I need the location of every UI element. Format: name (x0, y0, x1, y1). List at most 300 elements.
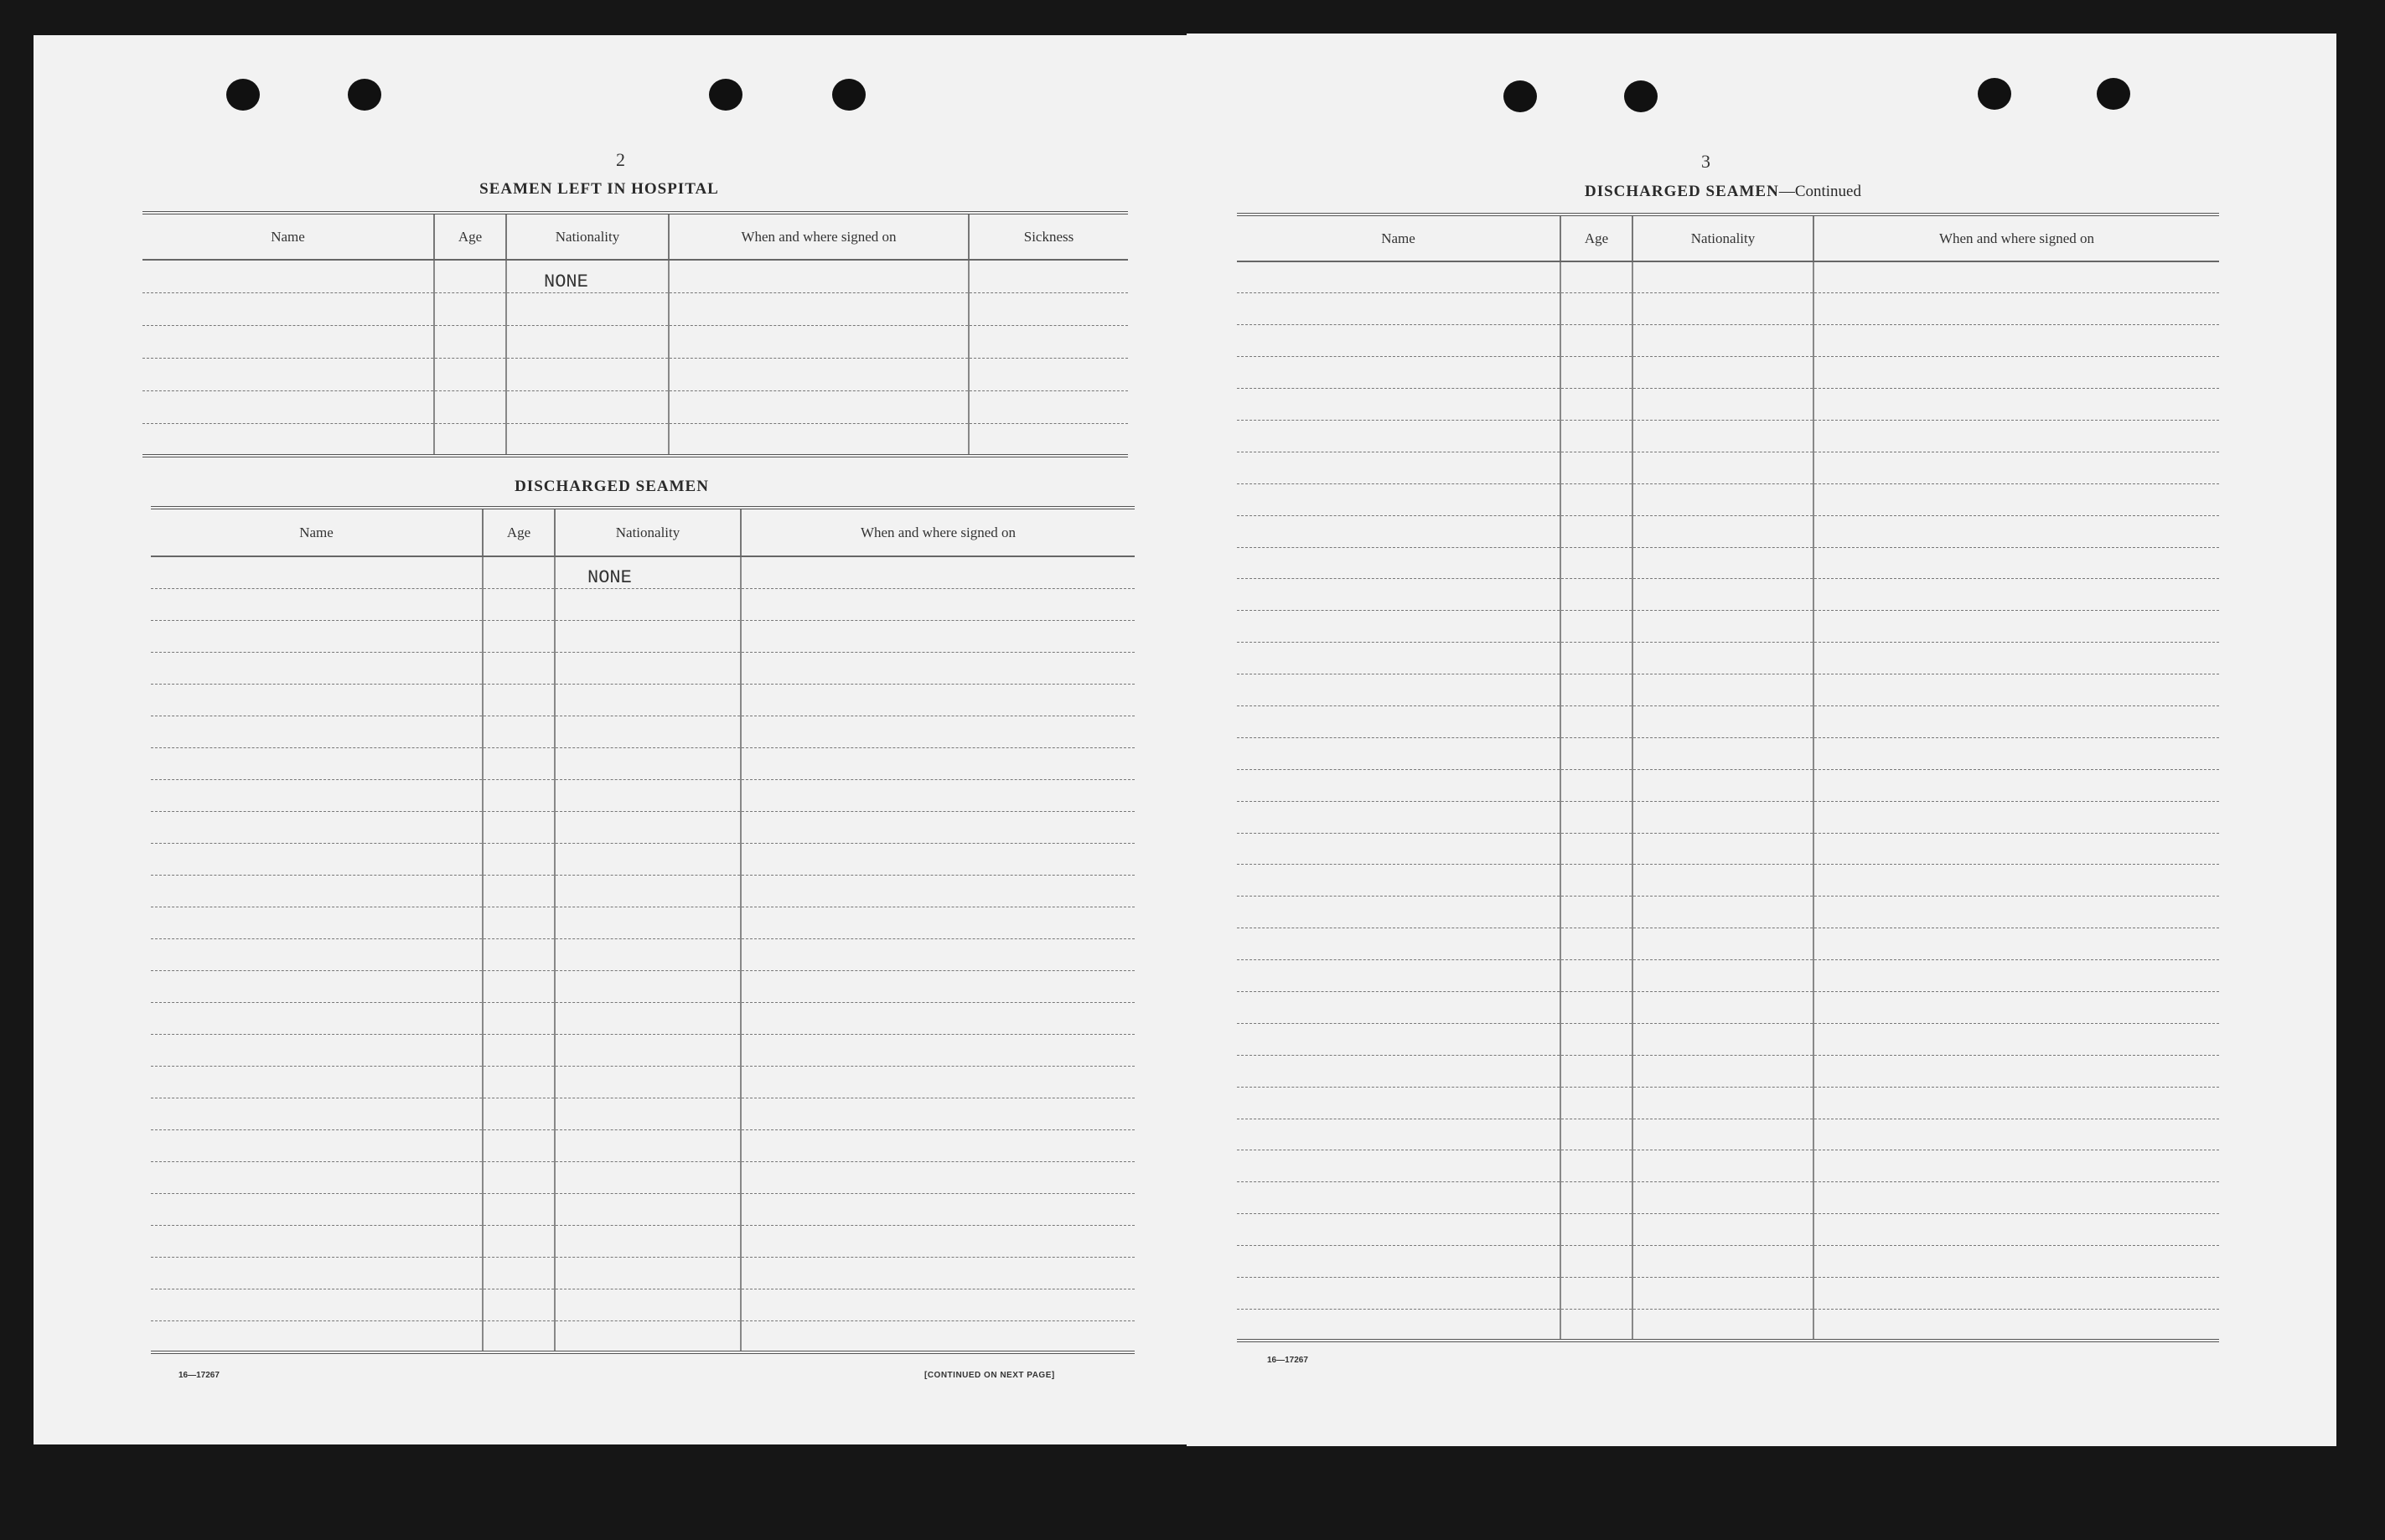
cell-age (1560, 1182, 1632, 1214)
table-row (151, 907, 1135, 938)
cell-name (1237, 769, 1560, 801)
cell-name (1237, 674, 1560, 706)
table-row (1237, 1246, 2219, 1278)
cell-name (1237, 1119, 1560, 1150)
table-row (151, 1289, 1135, 1320)
cell-age (1560, 1278, 1632, 1310)
cell-age (1560, 483, 1632, 515)
table-row (1237, 389, 2219, 421)
cell-signed-on (741, 907, 1135, 938)
cell-age (483, 652, 555, 684)
cell-name (151, 1098, 483, 1129)
cell-signed-on (1813, 547, 2219, 579)
cell-nationality (506, 423, 669, 456)
table-row (151, 779, 1135, 811)
cell-signed-on (1813, 1214, 2219, 1246)
column-header-age: Age (483, 508, 555, 556)
discharged-continued-table-header (1237, 214, 2219, 261)
cell-name (1237, 960, 1560, 992)
cell-name (1237, 389, 1560, 421)
cell-nationality (555, 938, 741, 970)
cell-age (483, 620, 555, 652)
table-row (1237, 1214, 2219, 1246)
cell-nationality (555, 620, 741, 652)
cell-signed-on (1813, 389, 2219, 421)
cell-nationality (555, 1193, 741, 1225)
cell-nationality (1632, 389, 1813, 421)
cell-nationality (555, 1098, 741, 1129)
table-row (151, 652, 1135, 684)
cell-name (1237, 1309, 1560, 1341)
cell-age (483, 907, 555, 938)
cell-age (1560, 897, 1632, 928)
cell-nationality (555, 843, 741, 875)
cell-age (1560, 579, 1632, 611)
cell-age (483, 970, 555, 1002)
cell-name (1237, 357, 1560, 389)
cell-sickness (969, 260, 1128, 292)
cell-name (1237, 547, 1560, 579)
discharged-table (151, 506, 1135, 1354)
cell-name (1237, 1182, 1560, 1214)
cell-nationality (1632, 769, 1813, 801)
table-row (1237, 801, 2219, 833)
cell-age (1560, 1214, 1632, 1246)
left-page (34, 35, 1207, 1444)
cell-name (151, 620, 483, 652)
table-row (1237, 1023, 2219, 1055)
cell-age (1560, 611, 1632, 643)
cell-nationality (1632, 261, 1813, 293)
cell-age (434, 358, 506, 390)
cell-name (142, 390, 434, 423)
cell-name (151, 588, 483, 620)
cell-signed-on (741, 843, 1135, 875)
table-row (151, 875, 1135, 907)
table-row (1237, 833, 2219, 865)
cell-signed-on (1813, 1246, 2219, 1278)
cell-nationality (1632, 515, 1813, 547)
cell-name (1237, 579, 1560, 611)
cell-signed-on (669, 260, 969, 292)
cell-signed-on (741, 652, 1135, 684)
column-header-age: Age (1560, 214, 1632, 261)
cell-age (434, 423, 506, 456)
cell-nationality (1632, 483, 1813, 515)
table-row (142, 260, 1128, 292)
cell-nationality (555, 1129, 741, 1161)
cell-name (151, 875, 483, 907)
table-row (1237, 1309, 2219, 1341)
cell-nationality (506, 292, 669, 325)
cell-nationality (555, 716, 741, 747)
discharged-section-title: DISCHARGED SEAMEN (515, 478, 709, 495)
cell-nationality (1632, 737, 1813, 769)
cell-nationality: NONE (555, 556, 741, 588)
cell-age (1560, 389, 1632, 421)
table-row (151, 1002, 1135, 1034)
table-row (151, 843, 1135, 875)
cell-nationality (506, 358, 669, 390)
cell-name (1237, 1150, 1560, 1182)
discharged-table-header (151, 508, 1135, 556)
cell-signed-on (669, 325, 969, 358)
cell-age (1560, 1246, 1632, 1278)
page-number: 2 (616, 149, 625, 170)
table-row (1237, 515, 2219, 547)
cell-nationality (1632, 547, 1813, 579)
cell-signed-on (669, 423, 969, 456)
table-row (151, 811, 1135, 843)
cell-age (483, 779, 555, 811)
cell-name (151, 652, 483, 684)
cell-age (1560, 960, 1632, 992)
cell-signed-on (741, 620, 1135, 652)
column-header-age: Age (434, 213, 506, 260)
cell-age (1560, 420, 1632, 452)
cell-signed-on (1813, 483, 2219, 515)
cell-signed-on (741, 1225, 1135, 1257)
table-row (1237, 420, 2219, 452)
table-row (151, 588, 1135, 620)
table-row (151, 1034, 1135, 1066)
cell-nationality (555, 1066, 741, 1098)
table-row (1237, 293, 2219, 325)
column-header-signed-on: When and where signed on (669, 213, 969, 260)
column-header-sickness: Sickness (969, 213, 1128, 260)
cell-name (142, 358, 434, 390)
cell-signed-on (741, 938, 1135, 970)
cell-age (483, 1161, 555, 1193)
punch-hole-icon (226, 79, 260, 111)
discharged-table-body (151, 556, 1135, 1352)
cell-nationality (1632, 643, 1813, 674)
table-row (151, 747, 1135, 779)
hospital-table-body (142, 260, 1128, 456)
cell-age (1560, 515, 1632, 547)
column-header-name: Name (1237, 214, 1560, 261)
cell-nationality (506, 390, 669, 423)
cell-signed-on (741, 588, 1135, 620)
cell-nationality (1632, 1214, 1813, 1246)
cell-signed-on (741, 556, 1135, 588)
table-row (1237, 960, 2219, 992)
cell-age (483, 938, 555, 970)
table-row (142, 423, 1128, 456)
cell-nationality (555, 1225, 741, 1257)
cell-age (1560, 833, 1632, 865)
cell-name (151, 938, 483, 970)
cell-signed-on (741, 1257, 1135, 1289)
cell-signed-on (1813, 261, 2219, 293)
cell-signed-on (1813, 579, 2219, 611)
cell-age (483, 843, 555, 875)
cell-sickness (969, 390, 1128, 423)
cell-signed-on (1813, 452, 2219, 483)
cell-signed-on (741, 875, 1135, 907)
cell-signed-on (741, 1129, 1135, 1161)
table-row (1237, 483, 2219, 515)
cell-nationality (1632, 1182, 1813, 1214)
continued-note: [CONTINUED ON NEXT PAGE] (924, 1371, 1055, 1380)
cell-signed-on (1813, 801, 2219, 833)
cell-name (151, 1161, 483, 1193)
cell-age (483, 684, 555, 716)
table-row (1237, 1278, 2219, 1310)
cell-nationality (1632, 897, 1813, 928)
cell-signed-on (1813, 1150, 2219, 1182)
cell-age (483, 1002, 555, 1034)
cell-nationality (1632, 960, 1813, 992)
cell-nationality (1632, 1150, 1813, 1182)
table-row (1237, 674, 2219, 706)
cell-signed-on (1813, 1309, 2219, 1341)
cell-name (1237, 1023, 1560, 1055)
cell-signed-on (741, 811, 1135, 843)
cell-name (1237, 737, 1560, 769)
cell-nationality (1632, 1278, 1813, 1310)
cell-signed-on (741, 1161, 1135, 1193)
cell-nationality (506, 325, 669, 358)
discharged-continued-table-body (1237, 261, 2219, 1341)
cell-name (1237, 1246, 1560, 1278)
table-row (151, 1320, 1135, 1352)
cell-nationality (555, 779, 741, 811)
cell-signed-on (741, 1193, 1135, 1225)
cell-name (151, 684, 483, 716)
cell-signed-on (1813, 515, 2219, 547)
cell-signed-on (741, 1320, 1135, 1352)
table-row (1237, 737, 2219, 769)
cell-name (1237, 452, 1560, 483)
table-row (1237, 1055, 2219, 1087)
cell-signed-on (741, 1034, 1135, 1066)
cell-nationality (555, 875, 741, 907)
cell-signed-on (1813, 865, 2219, 897)
column-header-name: Name (142, 213, 434, 260)
table-row (151, 1225, 1135, 1257)
cell-age (1560, 1119, 1632, 1150)
cell-name (1237, 1278, 1560, 1310)
cell-age (483, 811, 555, 843)
column-header-nationality: Nationality (1632, 214, 1813, 261)
column-header-nationality: Nationality (506, 213, 669, 260)
punch-hole-icon (348, 79, 381, 111)
form-number: 16—17267 (1267, 1356, 1308, 1365)
cell-nationality (1632, 705, 1813, 737)
cell-nationality (555, 684, 741, 716)
cell-age (483, 747, 555, 779)
cell-age (483, 716, 555, 747)
cell-signed-on (669, 358, 969, 390)
cell-nationality (1632, 1087, 1813, 1119)
punch-hole-icon (2097, 78, 2130, 110)
cell-nationality (1632, 674, 1813, 706)
cell-age (1560, 1150, 1632, 1182)
cell-name (1237, 261, 1560, 293)
cell-nationality (1632, 991, 1813, 1023)
cell-name (151, 556, 483, 588)
cell-signed-on (669, 390, 969, 423)
cell-name (142, 260, 434, 292)
cell-nationality (1632, 420, 1813, 452)
cell-signed-on (1813, 769, 2219, 801)
cell-age (1560, 643, 1632, 674)
cell-nationality (1632, 801, 1813, 833)
cell-name (1237, 801, 1560, 833)
punch-hole-icon (1978, 78, 2011, 110)
cell-age (483, 1257, 555, 1289)
cell-signed-on (1813, 705, 2219, 737)
cell-name (151, 1320, 483, 1352)
cell-nationality (555, 1320, 741, 1352)
table-row (1237, 928, 2219, 960)
cell-name (1237, 515, 1560, 547)
cell-sickness (969, 358, 1128, 390)
cell-age (1560, 1055, 1632, 1087)
cell-signed-on (1813, 1182, 2219, 1214)
cell-nationality (1632, 928, 1813, 960)
cell-signed-on (1813, 643, 2219, 674)
table-row (151, 1193, 1135, 1225)
table-row (1237, 357, 2219, 389)
cell-signed-on (1813, 611, 2219, 643)
cell-signed-on (741, 1289, 1135, 1320)
cell-age (434, 260, 506, 292)
cell-age (1560, 801, 1632, 833)
cell-name (151, 907, 483, 938)
cell-signed-on (1813, 737, 2219, 769)
cell-age (1560, 737, 1632, 769)
cell-age (1560, 357, 1632, 389)
cell-age (1560, 1023, 1632, 1055)
cell-name (151, 811, 483, 843)
cell-age (483, 875, 555, 907)
cell-signed-on (1813, 1023, 2219, 1055)
column-header-nationality: Nationality (555, 508, 741, 556)
cell-nationality (555, 652, 741, 684)
cell-signed-on (1813, 897, 2219, 928)
cell-nationality (555, 1161, 741, 1193)
cell-nationality (1632, 1119, 1813, 1150)
cell-age (483, 556, 555, 588)
cell-nationality (1632, 611, 1813, 643)
punch-hole-icon (832, 79, 866, 111)
cell-age (483, 1034, 555, 1066)
cell-name (1237, 420, 1560, 452)
table-row (1237, 897, 2219, 928)
cell-nationality (1632, 293, 1813, 325)
cell-nationality (1632, 865, 1813, 897)
table-row (151, 1257, 1135, 1289)
cell-age (483, 1066, 555, 1098)
cell-age (1560, 674, 1632, 706)
cell-age (1560, 261, 1632, 293)
cell-age (434, 390, 506, 423)
cell-name (1237, 1087, 1560, 1119)
cell-age (1560, 865, 1632, 897)
cell-age (1560, 1087, 1632, 1119)
cell-age (1560, 1309, 1632, 1341)
cell-name (151, 1034, 483, 1066)
cell-signed-on (1813, 833, 2219, 865)
cell-nationality (1632, 1055, 1813, 1087)
table-row (142, 325, 1128, 358)
cell-name (151, 1225, 483, 1257)
cell-signed-on (741, 1002, 1135, 1034)
cell-nationality: NONE (506, 260, 669, 292)
cell-name (151, 1289, 483, 1320)
table-row (1237, 991, 2219, 1023)
cell-age (1560, 769, 1632, 801)
cell-name (1237, 705, 1560, 737)
cell-nationality (1632, 833, 1813, 865)
cell-age (434, 325, 506, 358)
table-row (1237, 452, 2219, 483)
cell-name (151, 1066, 483, 1098)
cell-age (483, 1289, 555, 1320)
form-number: 16—17267 (178, 1371, 220, 1380)
table-row (1237, 1119, 2219, 1150)
cell-nationality (555, 1002, 741, 1034)
cell-signed-on (741, 747, 1135, 779)
cell-name (151, 779, 483, 811)
page-number: 3 (1701, 151, 1710, 172)
cell-signed-on (741, 1098, 1135, 1129)
section-title-text: DISCHARGED SEAMEN (1584, 183, 1779, 200)
table-row (1237, 611, 2219, 643)
cell-age (1560, 452, 1632, 483)
cell-nationality (555, 970, 741, 1002)
cell-signed-on (741, 779, 1135, 811)
cell-nationality (1632, 325, 1813, 357)
cell-age (483, 1193, 555, 1225)
cell-name (151, 1257, 483, 1289)
cell-name (1237, 897, 1560, 928)
column-header-signed-on: When and where signed on (741, 508, 1135, 556)
table-row (151, 556, 1135, 588)
cell-name (1237, 865, 1560, 897)
table-row (1237, 325, 2219, 357)
section-title-suffix: —Continued (1778, 183, 1861, 200)
cell-signed-on (1813, 357, 2219, 389)
table-row (142, 358, 1128, 390)
cell-nationality (555, 1034, 741, 1066)
cell-nationality (555, 588, 741, 620)
cell-name (1237, 1214, 1560, 1246)
cell-name (1237, 1055, 1560, 1087)
cell-nationality (555, 811, 741, 843)
column-header-signed-on: When and where signed on (1813, 214, 2219, 261)
table-row (151, 1161, 1135, 1193)
table-row (1237, 1182, 2219, 1214)
cell-sickness (969, 423, 1128, 456)
cell-name (142, 292, 434, 325)
punch-hole-icon (1503, 80, 1537, 112)
hospital-table (142, 211, 1128, 457)
cell-age (483, 1320, 555, 1352)
cell-name (1237, 833, 1560, 865)
cell-nationality (1632, 1246, 1813, 1278)
cell-name (1237, 991, 1560, 1023)
cell-name (1237, 611, 1560, 643)
cell-nationality (1632, 452, 1813, 483)
table-row (1237, 1150, 2219, 1182)
table-row (151, 938, 1135, 970)
cell-signed-on (741, 1066, 1135, 1098)
cell-age (1560, 325, 1632, 357)
cell-name (151, 843, 483, 875)
